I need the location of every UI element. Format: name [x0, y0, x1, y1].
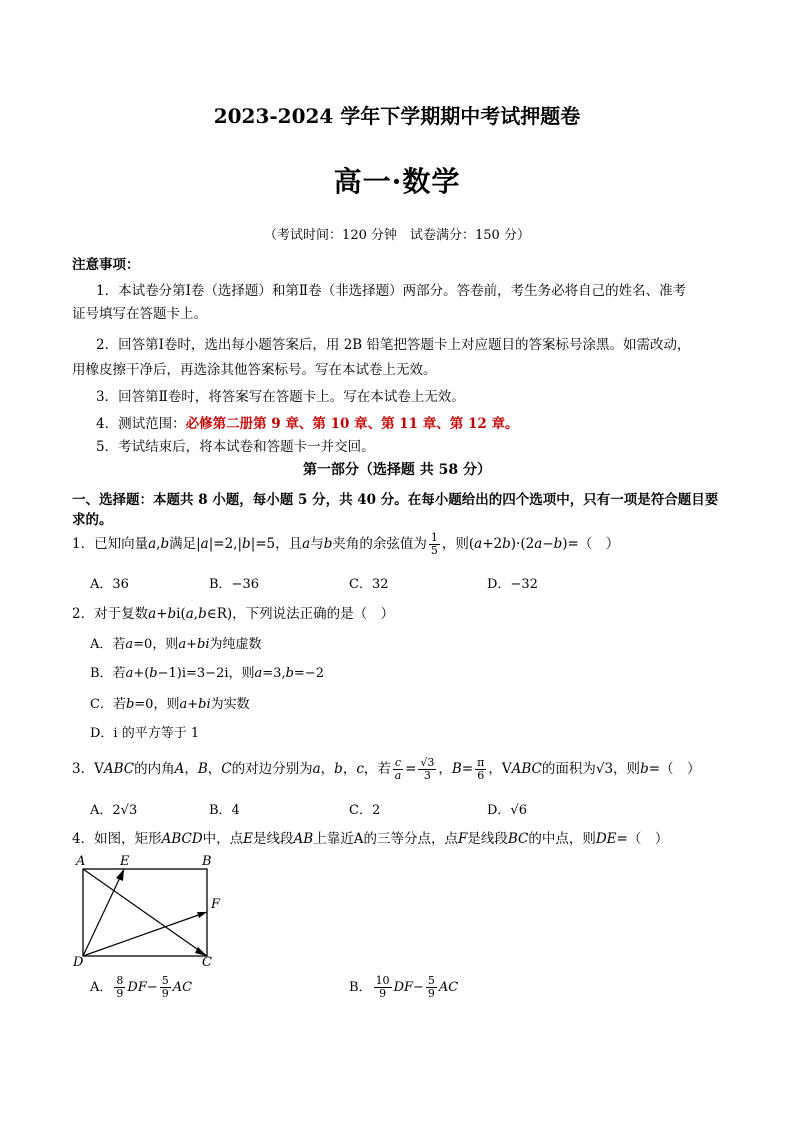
q4-stem2: 中，点 — [202, 831, 244, 847]
note-3: 3．回答第Ⅱ卷时，将答案写在答题卡上。写在本试卷上无效。 — [96, 389, 465, 405]
q3-end: ，则 — [613, 761, 641, 777]
question-4: 4．如图，矩形ABCD中，点E是线段AB上靠近A的三等分点，点F是线段BC的中点，则DE=（ ） — [72, 831, 669, 847]
note-2: 2．回答第Ⅰ卷时，选出每小题答案后，用 2B 铅笔把答题卡上对应题目的答案标号涂黑。如需改动， — [96, 337, 691, 353]
q3-suffix: =（ ） — [648, 761, 701, 777]
section-title: 第一部分（选择题 共 58 分） — [302, 462, 492, 478]
q2-option-c[interactable]: C．若b=0，则a+bi为实数 — [90, 697, 250, 712]
q2-stem: 2．对于复数 — [72, 606, 149, 622]
label-c: C — [202, 955, 212, 968]
section-instruction: 一、选择题：本题共 8 小题，每小题 5 分，共 40 分。在每小题给出的四个选项中，只有一项是符合题目要 — [72, 492, 719, 508]
exam-title: 2023-2024 学年下学期期中考试押题卷 — [213, 104, 581, 128]
section-instruction-cont: 求的。 — [72, 512, 113, 528]
q1-mid4: ，则 — [441, 536, 469, 552]
q2-option-a-label: A．若 — [90, 637, 126, 652]
diagonal-ac — [83, 869, 207, 956]
q1-mid2: ，且 — [275, 536, 303, 552]
q2-option-a-end: 为纯虚数 — [209, 637, 262, 652]
note-5: 5．考试结束后，将本试卷和答题卡一并交回。 — [96, 439, 375, 455]
q3-option-d[interactable]: D．√6 — [487, 803, 527, 818]
rectangle-figure — [70, 850, 230, 968]
q1-fraction: $\frac{1}{5}$ — [430, 531, 438, 557]
q4-stem3: 是线段 — [253, 831, 294, 847]
note-1: 1．本试卷分第Ⅰ卷（选择题）和第Ⅱ卷（非选择题）两部分。答卷前，考生务必将自己的姓名、准考 — [96, 283, 687, 299]
q2-option-d[interactable]: D．i 的平方等于 1 — [90, 726, 200, 741]
q1-option-d[interactable]: D．−32 — [487, 577, 538, 592]
q2-option-b-label: B．若 — [90, 666, 126, 681]
exam-info: （考试时间：120 分钟 试卷满分：150 分） — [264, 228, 530, 243]
vector-df — [83, 912, 207, 956]
question-1: 1．已知向量a,b满足|a|=2,|b|=5，且a与b夹角的余弦值为 $\frac{1}{5}$ ，则(a+2b)·(2a−b)=（ ） — [72, 531, 620, 557]
q4-option-b-label: B． — [349, 980, 372, 995]
q4-option-b[interactable]: B． $\frac{10}{9}$ DF− $\frac{5}{9}$ AC — [349, 974, 459, 1000]
note-1-cont: 证号填写在答题卡上。 — [72, 306, 207, 322]
q1-mid3: 夹角的余弦值为 — [332, 536, 427, 552]
vector-de — [83, 869, 124, 956]
q1-option-a[interactable]: A．36 — [90, 577, 129, 592]
arrow-df — [197, 912, 207, 918]
question-3: 3．VABC的内角A，B，C的对边分别为a，b，c，若 $\frac{c}{a}$ = $\frac{√3}{3}$ ，B= $\frac{\pi}{6}$ ，VABC的面积为√3，则b=（ ） — [72, 756, 701, 782]
q2-option-c-label: C．若 — [90, 697, 126, 712]
label-d: D — [73, 955, 84, 968]
q2-option-a[interactable]: A．若a=0，则a+bi为纯虚数 — [90, 637, 262, 652]
q4-suffix: =（ ） — [616, 831, 669, 847]
q2-option-c-end: 为实数 — [210, 697, 250, 712]
q4-stem4: 上靠近A的三等分点，点 — [313, 831, 458, 847]
label-b: B — [202, 854, 212, 869]
q1-option-c[interactable]: C．32 — [349, 577, 389, 592]
note-4 — [96, 414, 518, 434]
q3-mid2: 的对边分别为 — [231, 761, 313, 777]
q3-mid3: ，若 — [363, 761, 391, 777]
q4-option-a-label: A． — [90, 980, 113, 995]
q1-prefix: 1．已知向量 — [72, 536, 149, 552]
q3-root3-over-3: $\frac{√3}{3}$ — [420, 756, 435, 782]
q1-option-b[interactable]: B．−36 — [209, 577, 259, 592]
q1-mid1: 满足 — [169, 536, 197, 552]
question-2: 2．对于复数a+bi(a,b∈R)，下列说法正确的是（ ） — [72, 606, 395, 622]
note-2-cont: 用橡皮擦干净后，再选涂其他答案标号。写在本试卷上无效。 — [72, 362, 437, 378]
q4-option-a[interactable]: A． $\frac{8}{9}$ DF− $\frac{5}{9}$ AC — [90, 974, 193, 1000]
q3-mid4: 的面积为 — [541, 761, 596, 777]
label-a: A — [76, 854, 86, 869]
q3-mid: 的内角 — [134, 761, 175, 777]
arrow-de — [116, 869, 124, 881]
q3-stem: 3． — [72, 761, 95, 777]
q1-suffix: =（ ） — [567, 536, 620, 552]
q3-option-c[interactable]: C．2 — [349, 803, 381, 818]
q3-option-a[interactable]: A．2√3 — [90, 803, 138, 818]
test-scope: 必修第二册第 9 章、第 10 章、第 11 章、第 12 章。 — [185, 416, 519, 432]
q2-stem-end: ，下列说法正确的是（ ） — [232, 606, 395, 622]
q3-option-b[interactable]: B．4 — [209, 803, 240, 818]
q3-ratio: $\frac{c}{a}$ — [394, 756, 402, 782]
q3-pi-over-6: $\frac{\pi}{6}$ — [477, 756, 485, 782]
q2-option-b[interactable]: B．若a+(b−1)i=3−2i，则a=3,b=−2 — [90, 666, 324, 681]
q4-stem6: 的中点，则 — [528, 831, 596, 847]
q4-stem: 4．如图，矩形 — [72, 831, 162, 847]
label-f: F — [211, 897, 221, 912]
q4-stem5: 是线段 — [467, 831, 508, 847]
subject-title: 高一·数学 — [333, 165, 461, 198]
notes-heading: 注意事项： — [72, 257, 140, 273]
note-4-label: 4．测试范围： — [96, 416, 186, 432]
label-e: E — [120, 854, 130, 869]
